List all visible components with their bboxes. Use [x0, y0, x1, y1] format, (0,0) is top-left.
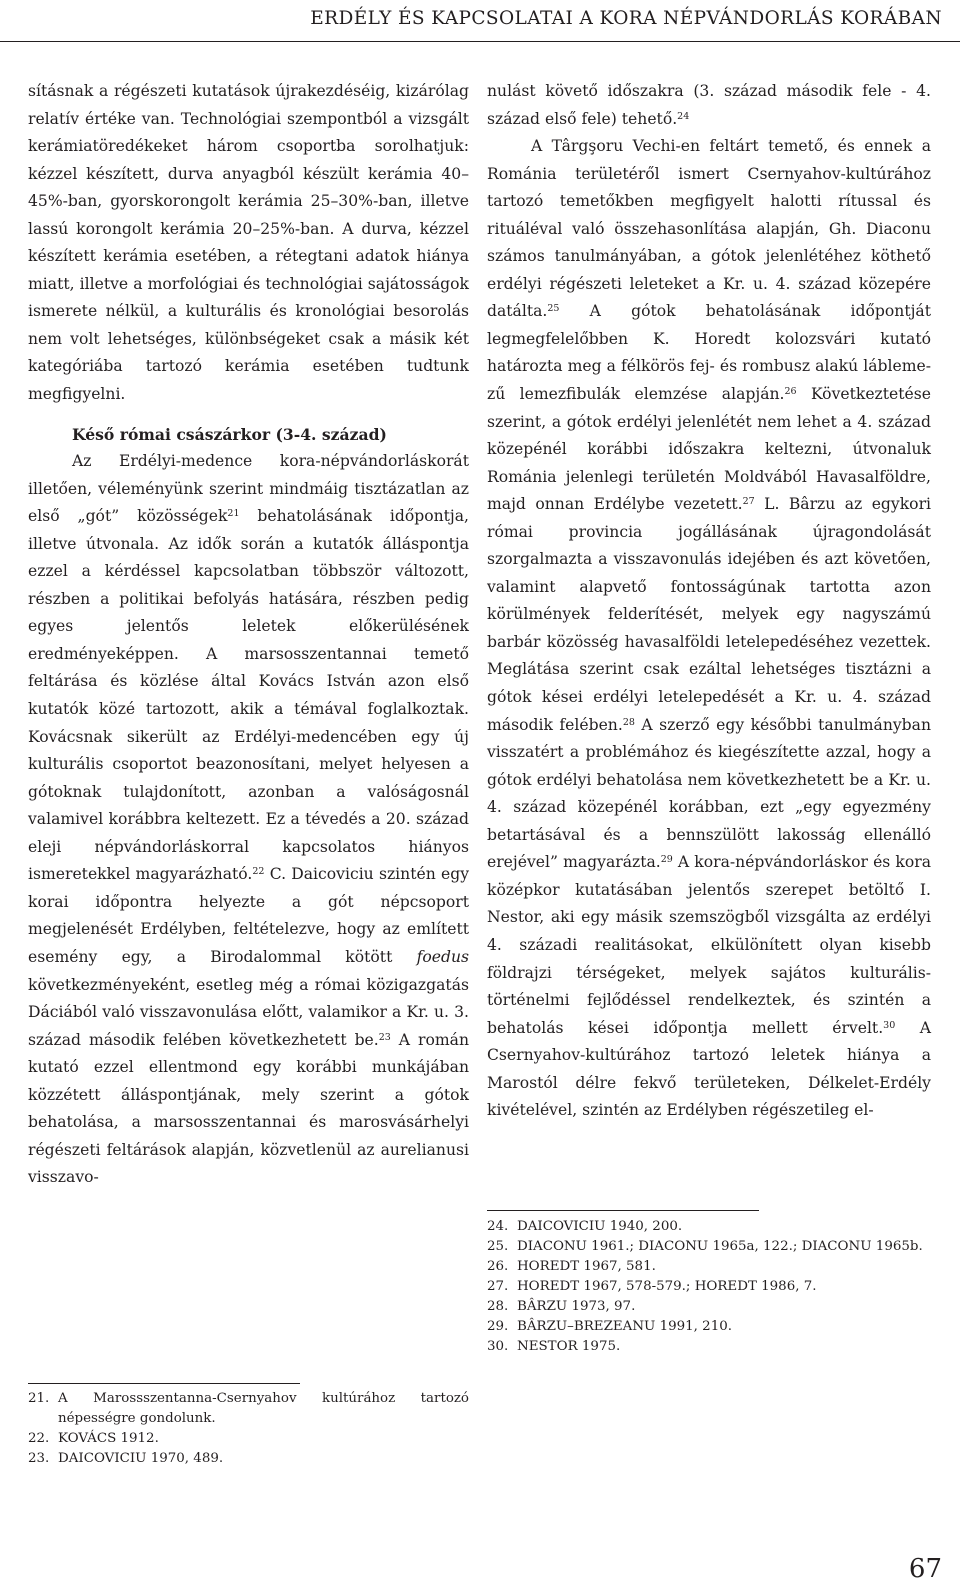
footnote-23: 23. DAICOVICIU 1970, 489.	[28, 1451, 224, 1466]
left-paragraph-1: sításnak a régészeti kutatások újrakezdéséig, kizárólag relatív értéke van. Technológiai szempontból a vizsgált kerámiatöredékeket három csoportba sorolhatjuk: kézzel készített, durva anyagból készült kerámia 40–45%-ban, gyorskorongolt kerámia 25–30%-ban, illetve lassú korongolt kerámia 20–25%-ban. A durva, kézzel készített kerámia esetében, a rétegtani adatok hiánya miatt, illetve a morfológiai és technológiai sajátosságok ismerete nélkül, a kulturális és kronológiai besorolás nem volt lehetséges, különbségeket csak a másik két kategóriába tartozó kerámia esetében tudtunk megfigyelni.	[28, 82, 469, 404]
right-paragraph-2: A Târgşoru Vechi-en feltárt temető, és ennek a Románia területéről ismert Csernyahov-kultúrához tartozó temetőkben megfigyelt halotti rítussal és rituáléval való összehasonlítása alapján, Gh. Diaconu számos tanulmányában, a gótok jelenlétéhez köthető erdélyi régészeti leleteket a Kr. u. 4. század közepére datálta.$^{25}$ A gótok behatolásának időpontját legmegfelelőbben K. Horedt kolozsvári kutató határozta meg a félkörös fej- és rombusz alakú láblemezű lemezfibulák elemzése alapján.$^{26}$ Következtetése szerint, a gótok erdélyi jelenlétét nem lehet a 4. század közepénél korábbi időszakra keltezni, útvonaluk Románia jelenlegi területén Moldvából Havasalföldre, majd onnan Erdélybe vezetett.$^{27}$ L. Bârzu az egykori római provincia jogállásának újragondolását szorgalmazta a visszavonulás idejében és azt követően, valamint alapvető fontosságúnak tartotta azon körülmények felderítését, melyek egy nagyszámú barbár közösség havasalföldi letelepedéséhez vezettek. Meglátása szerint csak ezáltal lehetséges tisztázni a gótok kései erdélyi letelepedését a Kr. u. 4. század második felében.$^{28}$ A szerző egy későbbi tanulmányban visszatért a problémához és kiegészítette azzal, hogy a gótok erdélyi behatolása nem következhetett be a Kr. u. 4. század közepénél korábban, ezt „egy egyezmény betartásával és a bennszülött lakosság ellenálló erejével” magyarázta.$^{29}$ A kora-népvándorláskor és kora középkor kutatásában jelentős szerepet betöltő I. Nestor, aki egy másik szemszögből vizsgálta az erdélyi 4. századi realitásokat, elkülönített olyan kisebb földrajzi térségeket, melyek sajátos kulturális-történelmi fejlődéssel rendelkeztek, és szintén a behatolás kései időpontja mellett érvelt.$^{30}$ A Csernyahov-kultúrához tartozó leletek hiánya a Marostól délre fekvő területeken, Délkelet-Erdély kivételével, szintén az Erdélyben régészetileg el-	[487, 137, 932, 1120]
footnote-ref-21[interactable]: 21	[227, 508, 240, 520]
right-paragraph-1: nulást követő időszakra (3. század második fele - 4. század első fele) tehető.$^{24}$	[487, 82, 931, 128]
left-column	[28, 78, 469, 1192]
footnote-ref-30[interactable]: 30	[883, 1019, 896, 1031]
footnote-26: 26. HOREDT 1967, 581.	[487, 1259, 656, 1274]
footnote-ref-27[interactable]: 27	[742, 496, 755, 508]
page-number: 67	[908, 1554, 942, 1584]
footnote-rule-left	[28, 1383, 300, 1384]
footnote-ref-23[interactable]: 23	[378, 1031, 391, 1043]
header-rule	[0, 41, 960, 42]
footnote-22: 22. KOVÁCS 1912.	[28, 1431, 159, 1446]
footnote-21: 21. A Marossszentanna-Csernyahov kultúrához tartozó népességre gondolunk.	[28, 1391, 469, 1426]
running-header: ERDÉLY ÉS KAPCSOLATAI A KORA NÉPVÁNDORLÁS KORÁBAN	[310, 8, 942, 29]
footnote-ref-28[interactable]: 28	[622, 716, 635, 728]
footnote-ref-24[interactable]: 24	[677, 110, 690, 122]
footnote-rule-right	[487, 1210, 759, 1211]
footnote-28: 28. BÂRZU 1973, 97.	[487, 1299, 636, 1314]
footnote-ref-26[interactable]: 26	[784, 386, 797, 398]
section-heading: Késő római császárkor (3-4. század)	[72, 424, 387, 444]
footnote-ref-29[interactable]: 29	[660, 854, 673, 866]
footnote-25: 25. DIACONU 1961.; DIACONU 1965a, 122.; DIACONU 1965b.	[487, 1239, 923, 1254]
left-paragraph-2: Az Erdélyi-medence kora-népvándorláskorát illetően, véleményünk szerint mindmáig tisztázatlan az első „gót” közösségek$^{21}$ behatolásának időpontja, illetve útvonala. Az idők során a kutatók álláspontja ezzel a kérdéssel kapcsolatban többször változott, részben a politikai befolyás hatására, részben pedig egyes jelentős leletek előkerülésének eredményeképpen. A marsosszentannai temető feltárása és közlése által Kovács István azon első kutatók közé tartozott, akik a témával foglalkoztak. Kovácsnak sikerült az Erdélyi-medencében egy új kulturális csoportot beazonosítani, melyet helyesen a gótoknak tulajdonított, azonban a valóságosnál valamivel korábbra keltezett. Ez a tévedés a 20. század eleji népvándorláskorral kapcsolatos hiányos ismeretekkel magyarázható.$^{22}$ C. Daicoviciu szintén egy korai időpontra helyezte a gót népcsoport megjelenését Erdélyben, feltételezve, hogy az említett esemény egy, a Birodalommal kötött foedus következményeként, esetleg még a római közigazgatás Dáciából való visszavonulása előtt, valamikor a Kr. u. 3. század második felében következhetett be.$^{23}$ A román kutató ezzel ellentmond egy korábbi munkájában közzétett álláspontjának, mely szerint a gótok behatolása, a marsosszentannai és marosvásárhelyi régészeti feltárások alapján, közvetlenül az aurelianusi visszavo-	[28, 452, 470, 1187]
italic-foedus: foedus	[416, 947, 469, 966]
footnote-27: 27. HOREDT 1967, 578-579.; HOREDT 1986, 7.	[487, 1279, 817, 1294]
right-column	[487, 78, 931, 1125]
footnotes-left	[28, 1389, 469, 1469]
footnote-29: 29. BÂRZU–BREZEANU 1991, 210.	[487, 1319, 732, 1334]
footnote-ref-22[interactable]: 22	[252, 866, 265, 878]
footnote-ref-25[interactable]: 25	[547, 303, 560, 315]
footnote-24: 24. DAICOVICIU 1940, 200.	[487, 1219, 683, 1234]
footnotes-right	[487, 1217, 931, 1357]
footnote-30: 30. NESTOR 1975.	[487, 1339, 621, 1354]
